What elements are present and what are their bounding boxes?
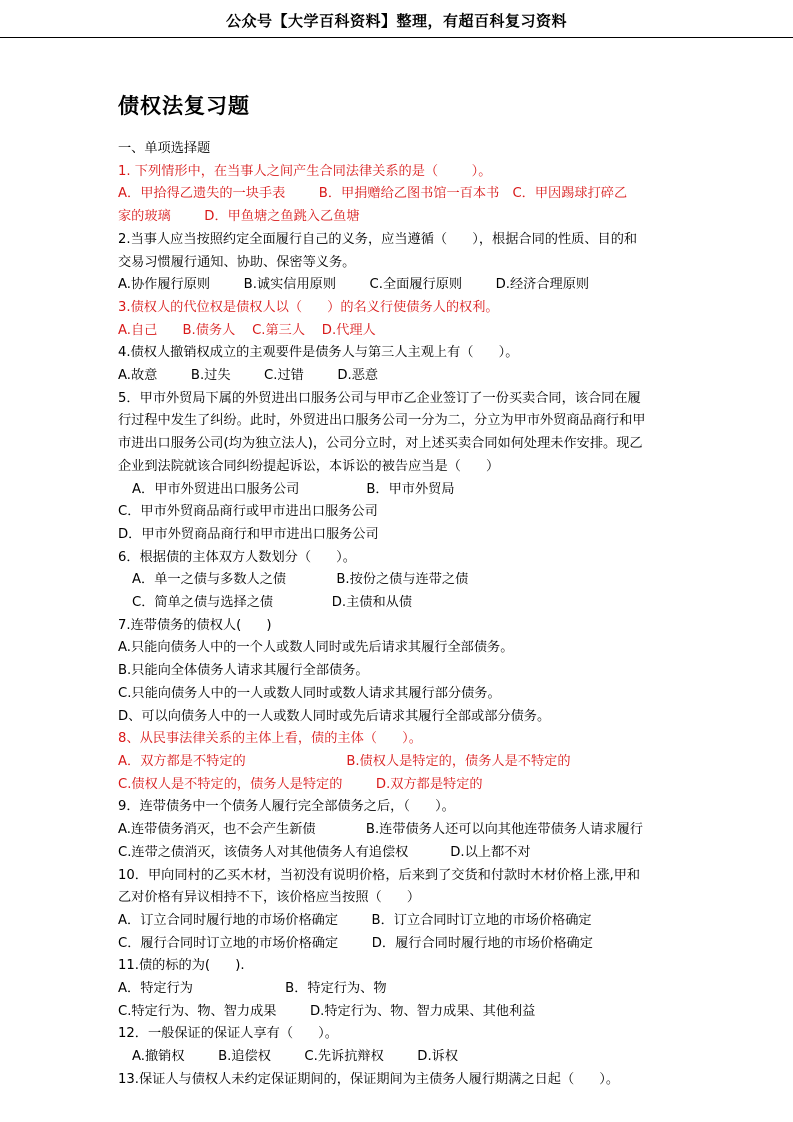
question-line: A.自己 B.债务人 C.第三人 D.代理人 <box>118 322 376 338</box>
question-line: D、可以向债务人中的一人或数人同时或先后请求其履行全部或部分债务。 <box>118 708 551 724</box>
question-line: 2.当事人应当按照约定全面履行自己的义务，应当遵循（ ），根据合同的性质、目的和 <box>118 231 638 247</box>
header-divider <box>0 37 793 38</box>
question-line: 12．一般保证的保证人享有（ ）。 <box>118 1026 338 1042</box>
question-line: C．甲市外贸商品商行或甲市进出口服务公司 <box>118 504 378 520</box>
question-line: 市进出口服务公司(均为独立法人)，公司分立时，对上述买卖合同如何处理未作安排。现乙 <box>118 436 643 452</box>
question-line: 乙对价格有异议相持不下，该价格应当按照（ ） <box>118 890 421 906</box>
question-line: C.只能向债务人中的一人或数人同时或数人请求其履行部分债务。 <box>118 685 501 701</box>
question-line: A．甲拾得乙遗失的一块手表 B．甲捐赠给乙图书馆一百本书 C．甲因踢球打碎乙 <box>118 186 628 202</box>
question-line: 家的玻璃 D．甲鱼塘之鱼跳入乙鱼塘 <box>118 209 360 225</box>
question-line: C.债权人是不特定的，债务人是特定的 D.双方都是特定的 <box>118 776 483 792</box>
page-header-banner: 公众号【大学百科资料】整理，有超百科复习资料 <box>225 12 567 30</box>
question-line: A.只能向债务人中的一个人或数人同时或先后请求其履行全部债务。 <box>118 640 514 656</box>
section-label: 一、单项选择题 <box>118 141 211 156</box>
question-line: C.连带之债消灭，该债务人对其他债务人有追偿权 D.以上都不对 <box>118 844 531 860</box>
question-line: A.连带债务消灭，也不会产生新债 B.连带债务人还可以向其他连带债务人请求履行 <box>118 822 643 838</box>
question-line: A．特定行为 B．特定行为、物 <box>118 981 387 997</box>
question-line: C．履行合同时订立地的市场价格确定 D．履行合同时履行地的市场价格确定 <box>118 935 593 951</box>
question-line: A．双方都是不特定的 B.债权人是特定的，债务人是不特定的 <box>118 753 571 769</box>
question-line: 7.连带债务的债权人( ) <box>118 617 272 633</box>
question-line: 1. 下列情形中，在当事人之间产生合同法律关系的是（ ）。 <box>118 163 492 179</box>
question-line: 13.保证人与债权人未约定保证期间的，保证期间为主债务人履行期满之日起（ ）。 <box>118 1071 620 1087</box>
question-line: 行过程中发生了纠纷。此时，外贸进出口服务公司一分为二，分立为甲市外贸商品商行和甲 <box>118 413 646 429</box>
question-line: 5．甲市外贸局下属的外贸进出口服务公司与甲市乙企业签订了一份买卖合同，该合同在履 <box>118 390 641 406</box>
document-content <box>0 90 793 1092</box>
question-line: 9．连带债务中一个债务人履行完全部债务之后，（ ）。 <box>118 799 455 815</box>
question-line: 8、从民事法律关系的主体上看，债的主体（ ）。 <box>118 731 422 747</box>
question-line: 10．甲向同村的乙买木材，当初没有说明价格，后来到了交货和付款时木材价格上涨,甲和 <box>118 867 641 883</box>
question-line: B.只能向全体债务人请求其履行全部债务。 <box>118 663 369 679</box>
question-line: 企业到法院就该合同纠纷提起诉讼，本诉讼的被告应当是（ ） <box>118 458 500 474</box>
question-line: 4.债权人撤销权成立的主观要件是债务人与第三人主观上有（ ）。 <box>118 345 519 361</box>
question-line: C．简单之债与选择之债 D.主债和从债 <box>132 595 413 611</box>
question-line: D．甲市外贸商品商行和甲市进出口服务公司 <box>118 526 379 542</box>
question-line: A．订立合同时履行地的市场价格确定 B．订立合同时订立地的市场价格确定 <box>118 912 592 928</box>
question-line: A.故意 B.过失 C.过错 D.恶意 <box>118 368 379 384</box>
question-lines <box>118 161 731 1092</box>
question-line: 交易习惯履行通知、协助、保密等义务。 <box>118 254 356 270</box>
question-line: C.特定行为、物、智力成果 D.特定行为、物、智力成果、其他利益 <box>118 1003 536 1019</box>
question-line: A．单一之债与多数人之债 B.按份之债与连带之债 <box>132 572 469 588</box>
question-line: A.协作履行原则 B.诚实信用原则 C.全面履行原则 D.经济合理原则 <box>118 277 590 293</box>
question-line: 6．根据债的主体双方人数划分（ ）。 <box>118 549 356 565</box>
question-line: 3.债权人的代位权是债权人以（ ）的名义行使债务人的权利。 <box>118 299 499 315</box>
question-body <box>118 138 731 1092</box>
question-line: A．甲市外贸进出口服务公司 B．甲市外贸局 <box>132 481 455 497</box>
page-title: 债权法复习题 <box>118 94 250 118</box>
question-line: A.撤销权 B.追偿权 C.先诉抗辩权 D.诉权 <box>132 1049 459 1065</box>
question-line: 11.债的标的为( ). <box>118 958 245 974</box>
